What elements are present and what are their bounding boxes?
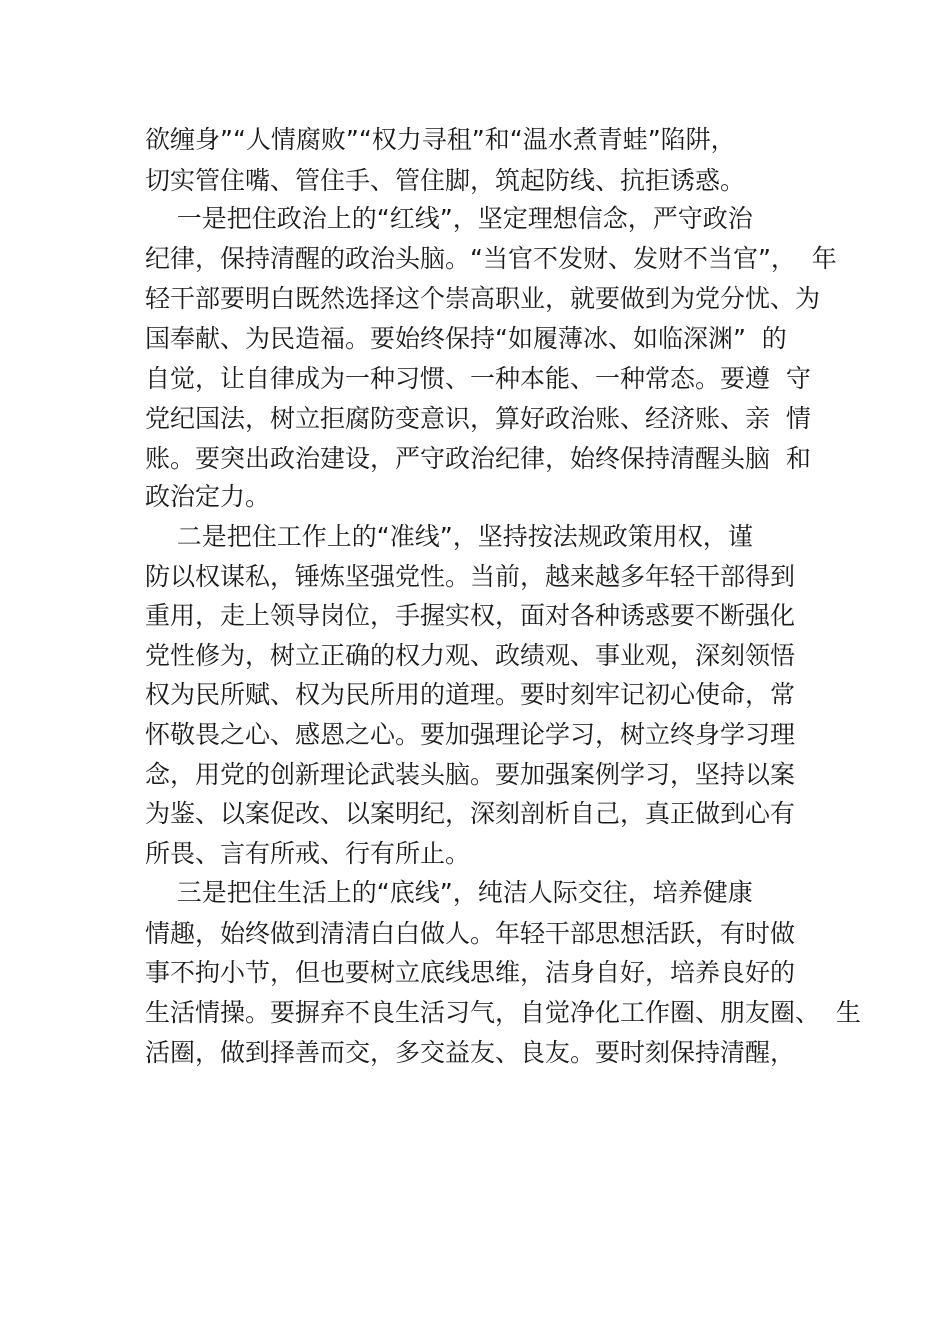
text-line: 怀敬畏之心、感恩之心。要加强理论学习，树立终身学习理 (145, 720, 796, 749)
text-line: 切实管住嘴、管住手、管住脚，筑起防线、抗拒诱惑。 (145, 166, 746, 195)
text-line: 账。要突出政治建设，严守政治纪律，始终保持清醒头脑 和 (145, 444, 811, 473)
text-line: 政治定力。 (145, 482, 271, 511)
paragraph-1-first-line: 一是把住政治上的“红线”，坚定理想信念，严守政治 (145, 204, 753, 233)
text-line: 权为民所赋、权为民所用的道理。要时刻牢记初心使命，常 (145, 680, 796, 709)
text-line: 防以权谋私，锤炼坚强党性。当前，越来越多年轻干部得到 (145, 562, 796, 591)
text-line: 所畏、言有所戒、行有所止。 (145, 839, 471, 868)
text-line: 生活情操。要摒弃不良生活习气，自觉净化工作圈、朋友圈、 生 (145, 998, 861, 1027)
text-line: 党纪国法，树立拒腐防变意识，算好政治账、经济账、亲 情 (145, 404, 811, 433)
text-line: 自觉，让自律成为一种习惯、一种本能、一种常态。要遵 守 (145, 364, 811, 393)
paragraph-3-first-line: 三是把住生活上的“底线”，纯洁人际交往，培养健康 (145, 878, 753, 907)
text-line: 国奉献、为民造福。要始终保持“如履薄冰、如临深渊” 的 (145, 324, 787, 353)
text-line: 轻干部要明白既然选择这个崇高职业，就要做到为党分忧、为 (145, 284, 821, 313)
text-line: 念，用党的创新理论武装头脑。要加强案例学习，坚持以案 (145, 760, 796, 789)
text-line: 重用，走上领导岗位，手握实权，面对各种诱惑要不断强化 (145, 601, 796, 630)
text-line: 情趣，始终做到清清白白做人。年轻干部思想活跃，有时做 (145, 919, 796, 948)
text-line: 活圈，做到择善而交，多交益友、良友。要时刻保持清醒， (145, 1038, 796, 1067)
paragraph-2-first-line: 二是把住工作上的“准线”，坚持按法规政策用权，谨 (145, 522, 753, 551)
text-line: 事不拘小节，但也要树立底线思维，洁身自好，培养良好的 (145, 958, 796, 987)
text-line: 纪律，保持清醒的政治头脑。“当官不发财、发财不当官”， 年 (145, 244, 837, 273)
text-line: 党性修为，树立正确的权力观、政绩观、事业观，深刻领悟 (145, 641, 796, 670)
text-line: 欲缠身”“人情腐败”“权力寻租”和“温水煮青蛙”陷阱， (145, 125, 736, 154)
text-line: 为鉴、以案促改、以案明纪，深刻剖析自己，真正做到心有 (145, 799, 796, 828)
